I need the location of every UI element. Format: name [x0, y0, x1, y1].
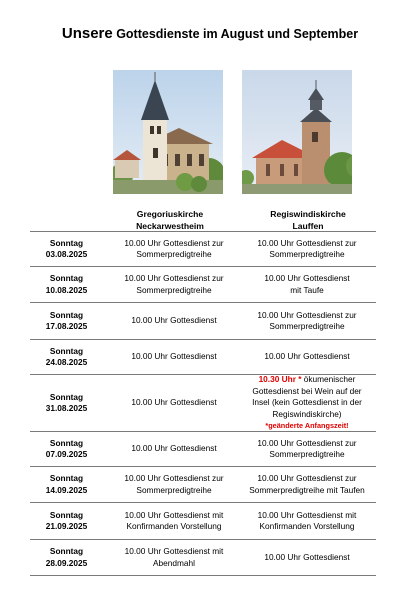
- service-text: mit Taufe: [290, 284, 324, 295]
- service-text: 10.00 Uhr Gottesdienst mit: [124, 509, 224, 520]
- service-neckarwestheim: [103, 273, 238, 296]
- church-place: Lauffen: [292, 220, 324, 231]
- service-text: 10.00 Uhr Gottesdienst: [131, 443, 217, 454]
- service-neckarwestheim: [103, 315, 238, 327]
- service-lauffen: [238, 473, 376, 496]
- service-text: 10.00 Uhr Gottesdienst: [131, 351, 217, 362]
- service-lauffen: [238, 510, 376, 533]
- date-label: 21.09.2025: [45, 521, 88, 531]
- day-label: Sonntag: [49, 309, 84, 320]
- service-text: ökumenischer: [301, 374, 356, 385]
- date-label: 24.08.2025: [45, 357, 88, 367]
- service-text: Konfirmanden Vorstellung: [259, 521, 355, 531]
- service-text: 10.00 Uhr Gottesdienst zur: [124, 237, 224, 248]
- schedule-row: [30, 502, 376, 539]
- service-lauffen: [238, 438, 376, 461]
- service-date: [30, 473, 103, 496]
- service-text: 10.00 Uhr Gottesdienst zur: [124, 473, 224, 483]
- service-text: 10.00 Uhr Gottesdienst mit: [257, 509, 357, 520]
- service-text: Sommerpredigtreihe: [269, 321, 345, 331]
- service-text: 10.00 Uhr Gottesdienst zur: [124, 273, 224, 283]
- service-date: [30, 546, 103, 569]
- service-date: [30, 310, 103, 333]
- day-label: Sonntag: [49, 273, 84, 283]
- special-first-line: [238, 374, 376, 386]
- service-text: Konfirmanden Vorstellung: [126, 521, 222, 531]
- date-label: 31.08.2025: [45, 403, 88, 413]
- service-neckarwestheim: [103, 351, 238, 363]
- day-label: Sonntag: [49, 546, 84, 556]
- service-lauffen: [238, 310, 376, 333]
- day-label: Sonntag: [49, 237, 84, 248]
- service-text: Regiswindiskirche): [272, 408, 342, 419]
- service-text: Sommerpredigtreihe: [136, 484, 212, 495]
- date-label: 17.08.2025: [45, 321, 88, 331]
- gregoriuskirche-photo: [113, 70, 223, 194]
- church-header-regiswindiskirche: [238, 209, 378, 232]
- day-label: Sonntag: [49, 509, 84, 520]
- service-text: Sommerpredigtreihe: [269, 449, 345, 459]
- service-neckarwestheim: [103, 397, 238, 409]
- service-date: [30, 238, 103, 261]
- date-label: 14.09.2025: [45, 484, 88, 495]
- service-schedule-table: [30, 231, 376, 576]
- service-date: [30, 510, 103, 533]
- service-text: Abendmahl: [153, 557, 195, 568]
- schedule-row: [30, 539, 376, 576]
- service-text: 10.00 Uhr Gottesdienst: [131, 315, 217, 326]
- service-neckarwestheim: [103, 238, 238, 261]
- page-title: [0, 25, 420, 42]
- title-prefix: Unsere: [61, 25, 113, 42]
- service-text: Sommerpredigtreihe mit Taufen: [249, 484, 365, 495]
- service-text: Insel (kein Gottesdienst in der: [252, 397, 362, 408]
- service-text: 10.00 Uhr Gottesdienst zur: [257, 437, 357, 448]
- church-header-gregoriuskirche: [110, 209, 230, 232]
- service-text: 10.00 Uhr Gottesdienst: [264, 551, 350, 562]
- day-label: Sonntag: [49, 345, 84, 356]
- service-lauffen: [238, 238, 376, 261]
- service-date: [30, 392, 103, 415]
- service-text: 10.00 Uhr Gottesdienst: [264, 351, 350, 362]
- service-date: [30, 273, 103, 296]
- service-text: 10.00 Uhr Gottesdienst zur: [257, 237, 357, 248]
- date-label: 28.09.2025: [45, 557, 88, 568]
- date-label: 03.08.2025: [45, 249, 88, 259]
- service-text: 10.00 Uhr Gottesdienst: [131, 397, 217, 408]
- changed-time-note: *geänderte Anfangszeit!: [265, 421, 349, 431]
- schedule-row: [30, 466, 376, 502]
- day-label: Sonntag: [49, 473, 84, 483]
- church-name: Regiswindiskirche: [270, 209, 346, 219]
- service-text: Sommerpredigtreihe: [136, 284, 212, 295]
- service-text: Sommerpredigtreihe: [269, 249, 345, 259]
- service-text: 10.00 Uhr Gottesdienst: [264, 273, 350, 283]
- schedule-row: [30, 374, 376, 431]
- schedule-row: [30, 302, 376, 339]
- regiswindiskirche-photo: [242, 70, 352, 194]
- schedule-row: [30, 431, 376, 466]
- service-neckarwestheim: [103, 546, 238, 569]
- service-text: Sommerpredigtreihe: [136, 249, 212, 259]
- church-place: Neckarwestheim: [136, 220, 204, 231]
- service-text: 10.00 Uhr Gottesdienst zur: [257, 309, 357, 320]
- service-text: 10.00 Uhr Gottesdienst zur: [257, 473, 357, 483]
- service-neckarwestheim: [103, 443, 238, 455]
- date-label: 07.09.2025: [45, 449, 88, 459]
- service-neckarwestheim: [103, 510, 238, 533]
- service-date: [30, 438, 103, 461]
- service-neckarwestheim: [103, 473, 238, 496]
- schedule-row: [30, 339, 376, 374]
- service-lauffen: [238, 374, 376, 432]
- service-lauffen: [238, 552, 376, 564]
- service-text: Gottesdienst bei Wein auf der: [252, 385, 362, 396]
- day-label: Sonntag: [49, 437, 84, 448]
- service-text: 10.00 Uhr Gottesdienst mit: [124, 546, 224, 556]
- schedule-row: [30, 231, 376, 266]
- service-lauffen: [238, 351, 376, 363]
- church-name: Gregoriuskirche: [136, 209, 204, 219]
- schedule-row: [30, 266, 376, 302]
- changed-time: 10.30 Uhr *: [258, 374, 302, 385]
- service-date: [30, 346, 103, 369]
- service-lauffen: [238, 273, 376, 296]
- title-rest: Gottesdienste im August und September: [112, 27, 359, 41]
- date-label: 10.08.2025: [45, 284, 88, 295]
- day-label: Sonntag: [49, 391, 84, 402]
